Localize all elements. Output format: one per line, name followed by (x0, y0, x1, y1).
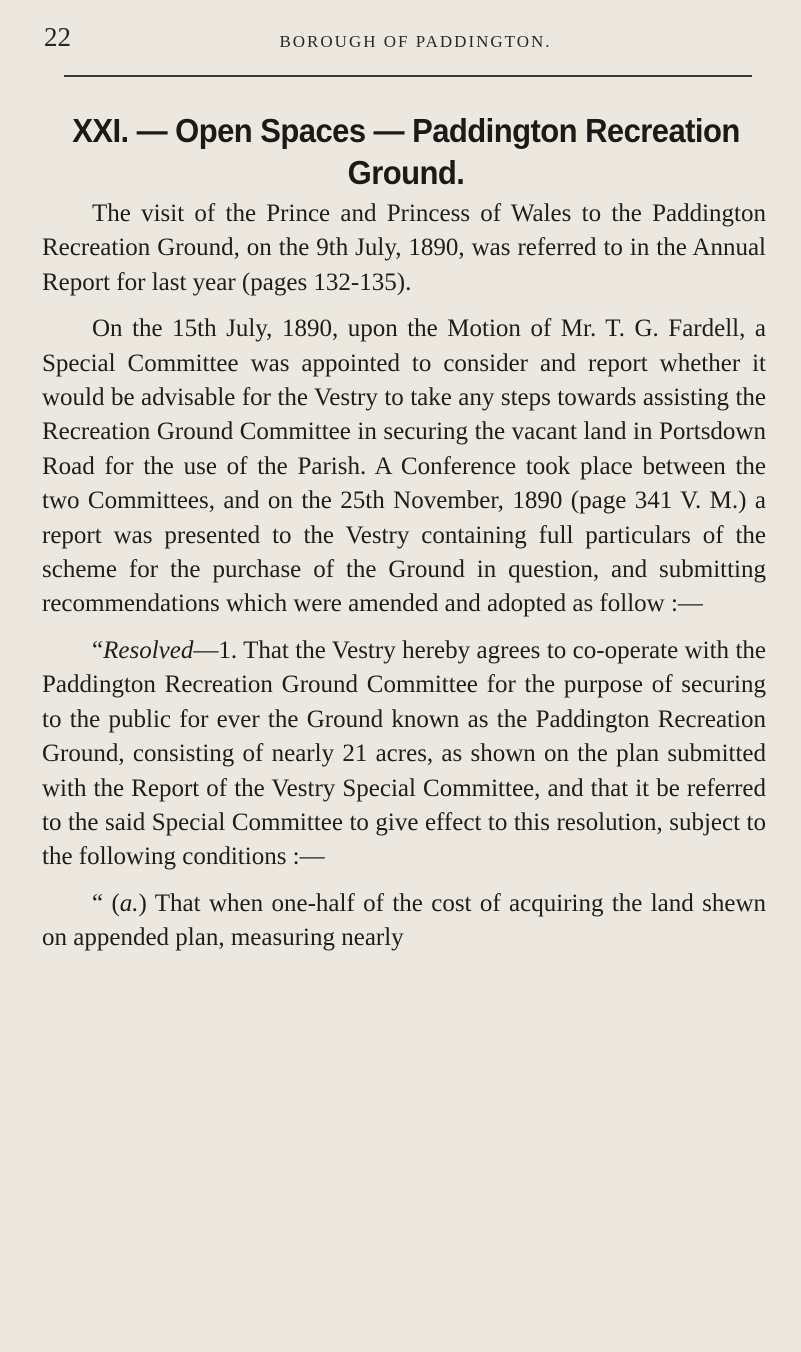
condition-letter: a. (119, 889, 139, 917)
resolved-italic: Resolved (103, 636, 194, 664)
header-rule (64, 75, 752, 77)
running-head: BOROUGH OF PADDINGTON. (279, 32, 552, 51)
paragraph-condition-a (42, 887, 766, 956)
paragraph-visit: The visit of the Prince and Princess of Wales to the Paddington Recreation Ground, on the 9th July, 1890, was referred to in the Annual Report for last year (pages 132-135). (42, 200, 766, 296)
resolved-text: —1. That the Vestry hereby agrees to co-operate with the Paddington Recreation Ground Committee for the purpose of securing to the public for ever the Ground known as the Paddington Recreation Ground, consisting of nearly 21 acres, as shown on the plan submitted with the Report of the Vestry Special Committee, and that it be referred to the said Special Committee to give effect to this resolution, subject to the following conditions :— (42, 636, 766, 871)
paragraph-committee: On the 15th July, 1890, upon the Motion of Mr. T. G. Fardell, a Special Committee was appointed to consider and report whether it would be advisable for the Vestry to take any steps towards assisting the Recreation Ground Committee in securing the vacant land in Portsdown Road for the use of the Parish. A Conference took place between the two Committees, and on the 25th November, 1890 (page 341 V. M.) a report was presented to the Vestry containing full particulars of the scheme for the purchase of the Ground in question, and submitting recommendations which were amended and adopted as follow :— (42, 315, 766, 618)
body-text (42, 197, 766, 956)
open-quote: “ (92, 636, 104, 664)
condition-open: “ ( (92, 889, 120, 917)
paragraph-resolved (42, 634, 766, 875)
page-number: 22 (44, 22, 71, 52)
condition-text: ) That when one-half of the cost of acquiring the land shewn on appended plan, measuring nearly (42, 889, 767, 952)
section-heading: XXI. — Open Spaces — Paddington Recreation Ground. (72, 112, 740, 191)
